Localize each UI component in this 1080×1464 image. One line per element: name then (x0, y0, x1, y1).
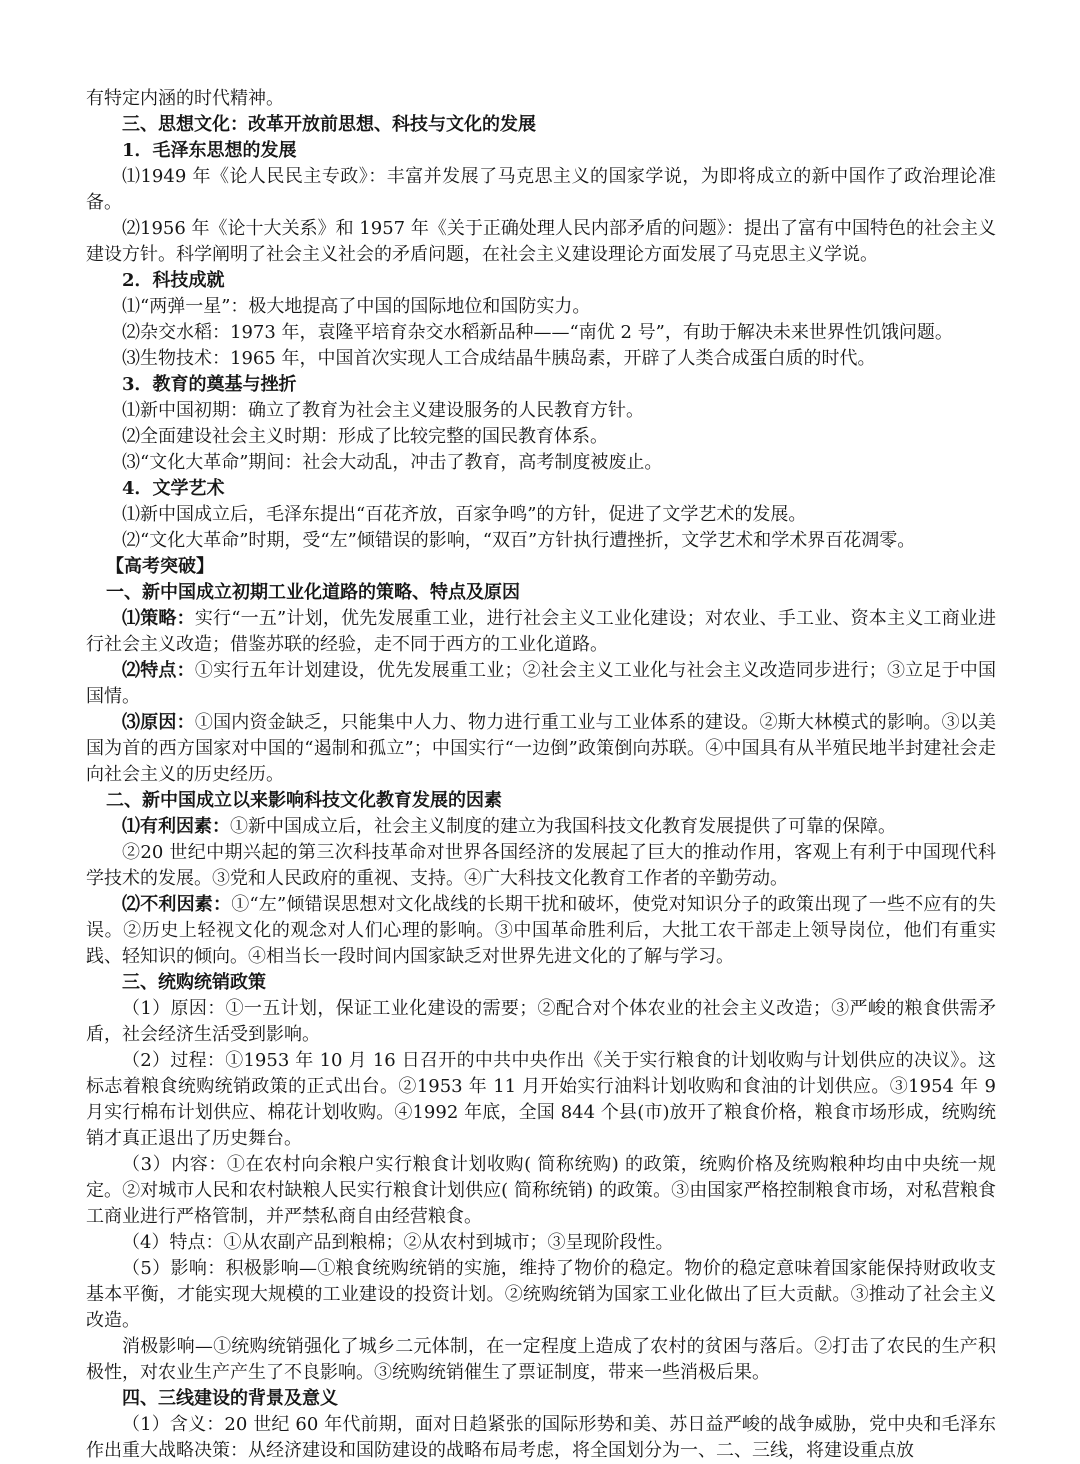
paragraph-text: 四、三线建设的背景及意义 (122, 1388, 338, 1409)
paragraph-text: 三、统购统销政策 (122, 972, 266, 993)
paragraph-text: ⑴“两弹一星”：极大地提高了中国的国际地位和国防实力。 (122, 296, 591, 317)
paragraph-text: 2．科技成就 (122, 270, 225, 291)
paragraph-text: 消极影响—①统购统销强化了城乡二元体制，在一定程度上造成了农村的贫困与落后。②打击了农民的生产积极性，对农业生产产生了不良影响。③统购统销催生了票证制度，带来一些消极后果。 (86, 1336, 996, 1383)
paragraph-text: 3．教育的奠基与挫折 (122, 374, 297, 395)
paragraph (86, 398, 996, 424)
paragraph-label: ⑶原因： (122, 712, 195, 733)
paragraph-text: 一、新中国成立初期工业化道路的策略、特点及原因 (106, 582, 520, 603)
paragraph (86, 86, 996, 112)
paragraph (86, 528, 996, 554)
paragraph (86, 892, 996, 970)
paragraph (86, 1256, 996, 1334)
paragraph-label: ⑴策略： (122, 608, 195, 629)
paragraph-text: ⑵杂交水稻：1973 年，袁隆平培育杂交水稻新品种——“南优 2 号”，有助于解决未来世界性饥饿问题。 (122, 322, 953, 343)
paragraph (86, 216, 996, 268)
paragraph-text: 有特定内涵的时代精神。 (86, 88, 284, 109)
section-heading (86, 372, 996, 398)
paragraph (86, 1412, 996, 1464)
paragraph-text: 【高考突破】 (106, 556, 214, 577)
paragraph (86, 1334, 996, 1386)
section-heading (86, 268, 996, 294)
paragraph-text: ②20 世纪中期兴起的第三次科技革命对世界各国经济的发展起了巨大的推动作用，客观上有利于中国现代科学技术的发展。③党和人民政府的重视、支持。④广大科技文化教育工作者的辛勤劳动。 (86, 842, 996, 889)
paragraph (86, 840, 996, 892)
paragraph (86, 996, 996, 1048)
section-heading (86, 970, 996, 996)
paragraph-text: ①“左”倾错误思想对文化战线的长期干扰和破坏，使党对知识分子的政策出现了一些不应有的失误。②历史上轻视文化的观念对人们心理的影响。③中国革命胜利后，大批工农干部走上领导岗位，他们有重实践、轻知识的倾向。④相当长一段时间内国家缺乏对世界先进文化的了解与学习。 (86, 894, 996, 967)
paragraph-text: （4）特点：①从农副产品到粮棉；②从农村到城市；③呈现阶段性。 (122, 1232, 674, 1253)
paragraph-text: ⑴新中国初期：确立了教育为社会主义建设服务的人民教育方针。 (122, 400, 644, 421)
paragraph-text: 4．文学艺术 (122, 478, 225, 499)
paragraph-text: （1）原因：①一五计划，保证工业化建设的需要；②配合对个体农业的社会主义改造；③严峻的粮食供需矛盾，社会经济生活受到影响。 (86, 998, 996, 1045)
section-heading (86, 138, 996, 164)
paragraph (86, 294, 996, 320)
paragraph-text: ⑴1949 年《论人民民主专政》：丰富并发展了马克思主义的国家学说，为即将成立的新中国作了政治理论准备。 (86, 166, 996, 213)
paragraph-label: ⑴有利因素： (122, 816, 230, 837)
paragraph-text: ①实行五年计划建设，优先发展重工业；②社会主义工业化与社会主义改造同步进行；③立足于中国国情。 (86, 660, 997, 707)
paragraph (86, 502, 996, 528)
paragraph-text: 三、思想文化：改革开放前思想、科技与文化的发展 (122, 114, 536, 135)
paragraph-text: ⑵全面建设社会主义时期：形成了比较完整的国民教育体系。 (122, 426, 608, 447)
paragraph-text: ①国内资金缺乏，只能集中人力、物力进行重工业与工业体系的建设。②斯大林模式的影响。③以美国为首的西方国家对中国的“遏制和孤立”；中国实行“一边倒”政策倒向苏联。④中国具有从半殖民地半封建社会走向社会主义的历史经历。 (86, 712, 997, 785)
paragraph-text: （2）过程：①1953 年 10 月 16 日召开的中共中央作出《关于实行粮食的计划收购与计划供应的决议》。这标志着粮食统购统销政策的正式出台。②1953 年 11 月开始实行油料计划收购和食油的计划供应。③1954 年 9 月实行棉布计划供应、棉花计划收购。④1992 年底，全国 844 个县(市)放开了粮食价格，粮食市场形成，统购统销才真正退出了历史舞台。 (86, 1050, 996, 1149)
paragraph-text: 1．毛泽东思想的发展 (122, 140, 297, 161)
paragraph (86, 658, 996, 710)
paragraph (86, 450, 996, 476)
paragraph-text: ⑴新中国成立后，毛泽东提出“百花齐放，百家争鸣”的方针，促进了文学艺术的发展。 (122, 504, 807, 525)
paragraph-text: ⑵“文化大革命”时期，受“左”倾错误的影响，“双百”方针执行遭挫折，文学艺术和学术界百花凋零。 (122, 530, 916, 551)
paragraph-text: ⑵1956 年《论十大关系》和 1957 年《关于正确处理人民内部矛盾的问题》：提出了富有中国特色的社会主义建设方针。科学阐明了社会主义社会的矛盾问题，在社会主义建设理论方面发展了马克思主义学说。 (86, 218, 996, 265)
section-heading (86, 554, 996, 580)
paragraph-text: （3）内容：①在农村向余粮户实行粮食计划收购( 简称统购) 的政策，统购价格及统购粮种均由中央统一规定。②对城市人民和农村缺粮人民实行粮食计划供应( 简称统销) 的政策。③由国家严格控制粮食市场，对私营粮食工商业进行严格管制，并严禁私商自由经营粮食。 (86, 1154, 996, 1227)
paragraph-label: ⑵特点： (122, 660, 195, 681)
paragraph (86, 320, 996, 346)
paragraph-text: ⑶“文化大革命”期间：社会大动乱，冲击了教育，高考制度被废止。 (122, 452, 663, 473)
paragraph-text: ①新中国成立后，社会主义制度的建立为我国科技文化教育发展提供了可靠的保障。 (230, 816, 896, 837)
paragraph-text: （1）含义：20 世纪 60 年代前期，面对日趋紧张的国际形势和美、苏日益严峻的战争威胁，党中央和毛泽东作出重大战略决策：从经济建设和国防建设的战略布局考虑，将全国划分为一、二、三线，将建设重点放 (86, 1414, 996, 1461)
section-heading (86, 476, 996, 502)
paragraph (86, 1152, 996, 1230)
paragraph (86, 424, 996, 450)
paragraph-label: ⑵不利因素： (122, 894, 232, 915)
paragraph-text: ⑶生物技术：1965 年，中国首次实现人工合成结晶牛胰岛素，开辟了人类合成蛋白质的时代。 (122, 348, 876, 369)
section-heading (86, 580, 996, 606)
paragraph (86, 346, 996, 372)
paragraph (86, 710, 996, 788)
paragraph-text: 实行“一五”计划，优先发展重工业，进行社会主义工业化建设；对农业、手工业、资本主义工商业进行社会主义改造；借鉴苏联的经验，走不同于西方的工业化道路。 (86, 608, 997, 655)
paragraph-text: 二、新中国成立以来影响科技文化教育发展的因素 (106, 790, 502, 811)
section-heading (86, 1386, 996, 1412)
paragraph-text: （5）影响：积极影响—①粮食统购统销的实施，维持了物价的稳定。物价的稳定意味着国家能保持财政收支基本平衡，才能实现大规模的工业建设的投资计划。②统购统销为国家工业化做出了巨大贡献。③推动了社会主义改造。 (86, 1258, 996, 1331)
section-heading (86, 112, 996, 138)
paragraph (86, 1048, 996, 1152)
paragraph (86, 606, 996, 658)
section-heading (86, 788, 996, 814)
paragraph (86, 814, 996, 840)
paragraph (86, 164, 996, 216)
paragraph (86, 1230, 996, 1256)
